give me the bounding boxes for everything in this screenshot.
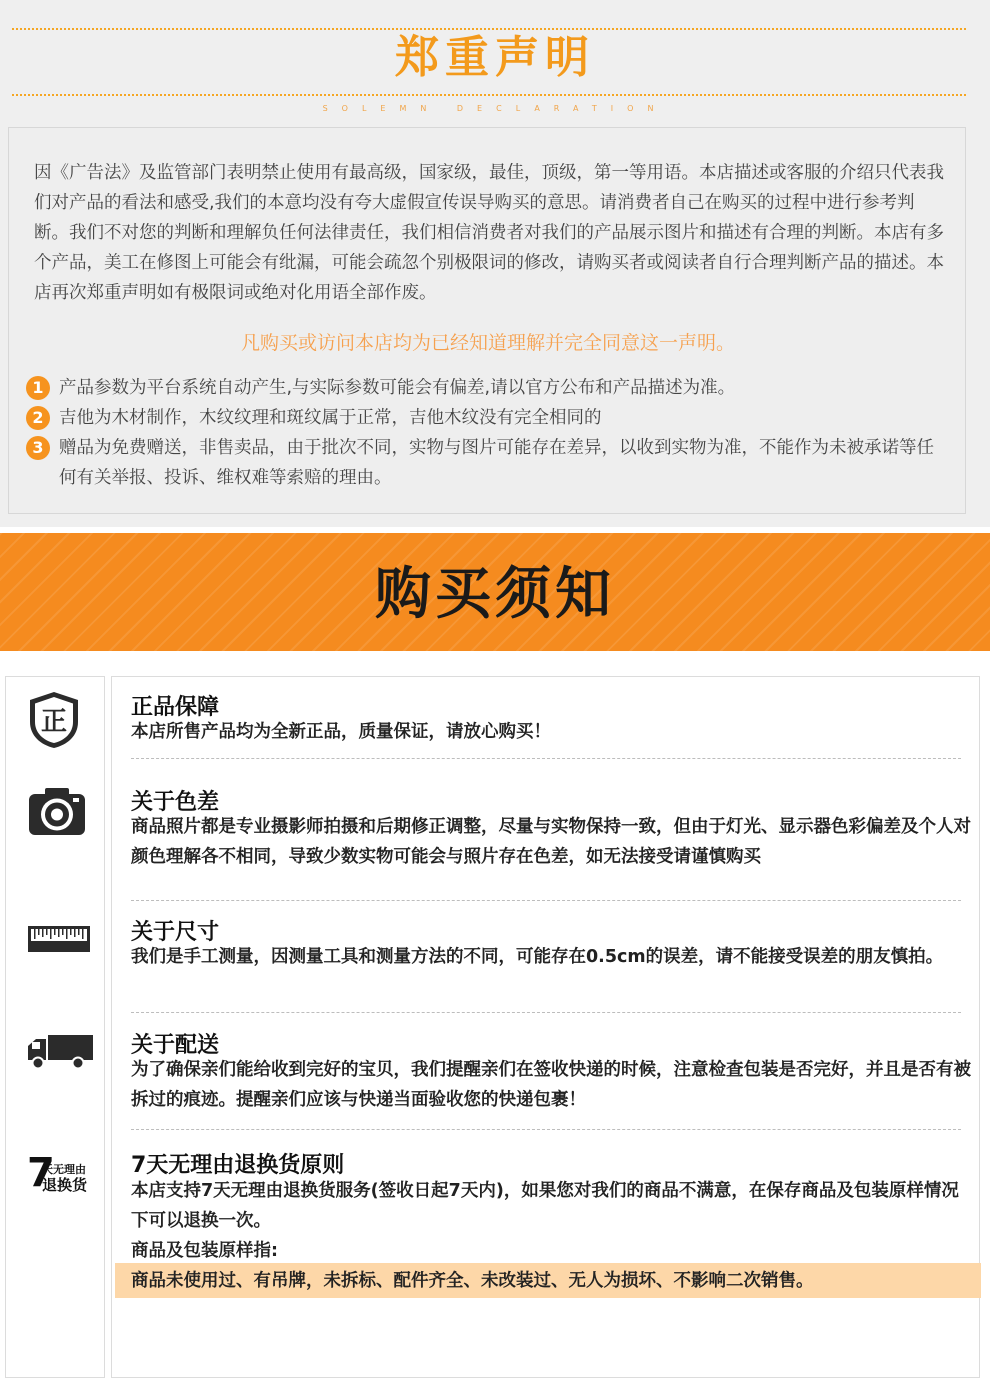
return-icon-number: 7: [27, 1150, 55, 1196]
delivery-title: 关于配送: [131, 1033, 220, 1058]
dashed-divider: [131, 900, 961, 901]
dashed-divider: [131, 1129, 961, 1130]
genuine-text: 本店所售产品均为全新正品，质量保证，请放心购买！: [131, 722, 551, 742]
number-badge: 1: [26, 376, 50, 400]
list-item-text: 吉他为木材制作，木纹纹理和斑纹属于正常，吉他木纹没有完全相同的: [59, 408, 602, 428]
declaration-title: 郑重声明: [395, 32, 595, 83]
genuine-shield-icon: [27, 690, 81, 750]
list-item: [26, 373, 946, 403]
returns-label: 商品及包装原样指:: [131, 1241, 278, 1261]
camera-icon: [28, 786, 86, 836]
declaration-subtitle: SOLEMN DECLARATION: [322, 104, 668, 113]
declaration-list: [26, 373, 946, 493]
banner-title: 购买须知: [375, 562, 615, 627]
dotted-divider: [12, 94, 966, 96]
returns-text: 本店支持7天无理由退换货服务(签收日起7天内)，如果您对我们的商品不满意，在保存商品及包装原样情况下可以退换一次。: [131, 1181, 959, 1231]
icon-column: [5, 676, 105, 1378]
delivery-text: 为了确保亲们能给收到完好的宝贝，我们提醒亲们在签收快递的时候，注意检查包装是否完好，并且是否有被拆过的痕迹。提醒亲们应该与快递当面验收您的快递包裹！: [131, 1060, 971, 1110]
return-icon-line2: 退换货: [42, 1176, 88, 1194]
number-badge: 3: [26, 436, 50, 460]
color-text: 商品照片都是专业摄影师拍摄和后期修正调整，尽量与实物保持一致，但由于灯光、显示器色彩偏差及个人对颜色理解各不相同，导致少数实物可能会与照片存在色差，如无法接受请谨慎购买: [131, 817, 971, 867]
ruler-icon: [27, 924, 91, 954]
size-title: 关于尺寸: [131, 920, 220, 945]
list-item: [26, 433, 946, 493]
dashed-divider: [131, 758, 961, 759]
return-icon-line1: 天无理由: [42, 1163, 86, 1176]
list-item: [26, 403, 946, 433]
declaration-paragraph: 因《广告法》及监管部门表明禁止使用有最高级，国家级，最佳，顶级，第一等用语。本店描述或客服的介绍只代表我们对产品的看法和感受,我们的本意均没有夸大虚假宣传误导购买的意思。请消费者自己在购买的过程中进行参考判断。我们不对您的判断和理解负任何法律责任，我们相信消费者对我们的产品展示图片和描述有合理的判断。本店有多个产品，美工在修图上可能会有纰漏，可能会疏忽个别极限词的修改，请购买者或阅读者自行合理判断产品的描述。本店再次郑重声明如有极限词或绝对化用语全部作废。: [34, 163, 944, 303]
returns-title: 7天无理由退换货原则: [131, 1153, 345, 1178]
dashed-divider: [131, 1012, 961, 1013]
declaration-section: [0, 0, 990, 527]
color-title: 关于色差: [131, 790, 220, 815]
returns-highlight-text: 商品未使用过、有吊牌，未拆标、配件齐全、未改装过、无人为损坏、不影响二次销售。: [131, 1271, 814, 1291]
declaration-notice: 凡购买或访问本店均为已经知道理解并完全同意这一声明。: [240, 332, 735, 354]
purchase-notes-banner: [0, 533, 990, 651]
number-badge: 2: [26, 406, 50, 430]
declaration-box: [8, 127, 966, 514]
delivery-truck-icon: [26, 1034, 94, 1070]
genuine-icon-label: 正: [40, 707, 68, 737]
seven-day-return-icon: [27, 1150, 97, 1197]
size-text: 我们是手工测量，因测量工具和测量方法的不同，可能存在0.5cm的误差，请不能接受误差的朋友慎拍。: [131, 947, 944, 967]
list-item-text: 赠品为免费赠送，非售卖品，由于批次不同，实物与图片可能存在差异，以收到实物为准，不能作为未被承诺等任何有关举报、投诉、维权难等索赔的理由。: [59, 438, 934, 488]
genuine-title: 正品保障: [131, 695, 220, 720]
list-item-text: 产品参数为平台系统自动产生,与实际参数可能会有偏差,请以官方公布和产品描述为准。: [59, 378, 736, 398]
